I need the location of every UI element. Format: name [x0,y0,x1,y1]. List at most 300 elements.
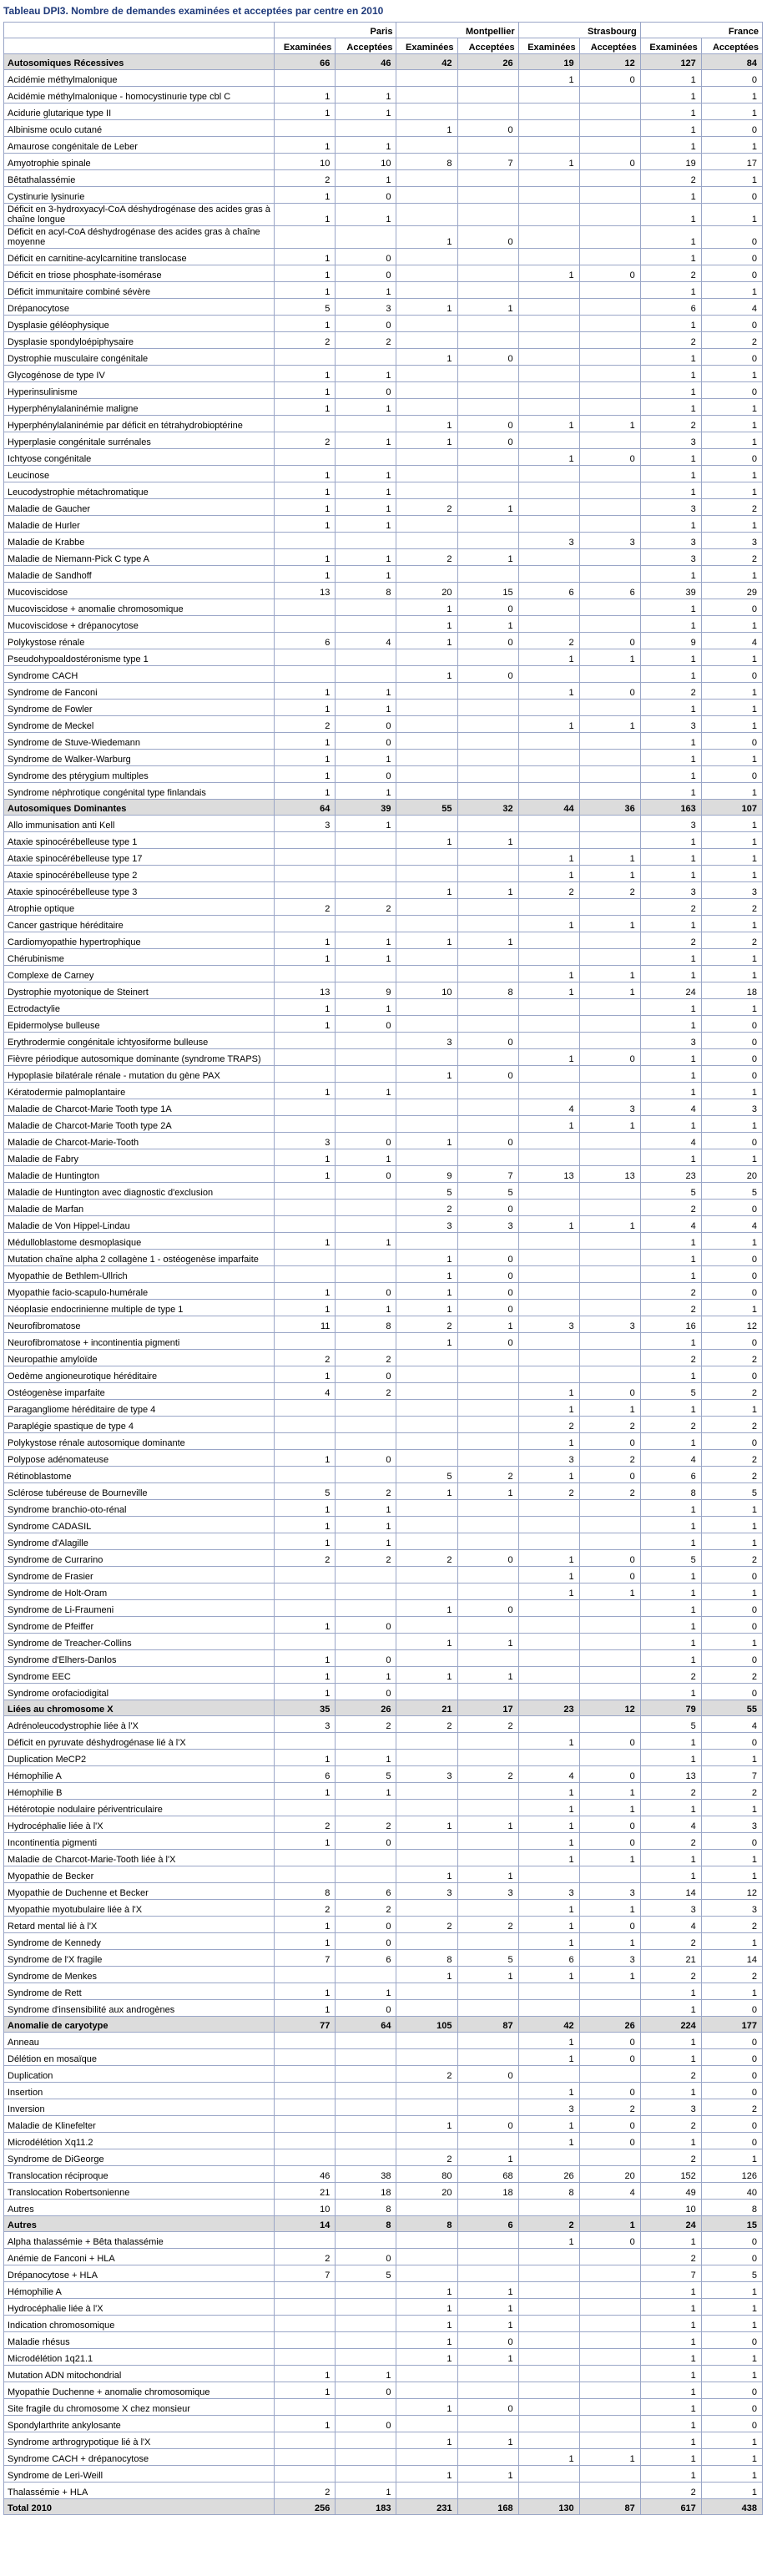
cell-acceptees: 1 [336,366,396,382]
cell-acceptees: 0 [457,2116,518,2133]
cell-examinees: 80 [396,2166,457,2183]
row-label: Fièvre périodique autosomique dominante (syndrome TRAPS) [4,1049,275,1066]
cell-acceptees [336,649,396,666]
table-row [4,1333,763,1350]
cell-acceptees [336,1433,396,1450]
cell-acceptees [579,2416,640,2432]
row-label: Dystrophie musculaire congénitale [4,349,275,366]
cell-examinees [275,1266,336,1283]
cell-acceptees: 1 [336,949,396,966]
cell-acceptees: 0 [457,1266,518,1283]
row-label: Dysplasie géléophysique [4,316,275,332]
cell-examinees: 2 [396,499,457,516]
cell-examinees: 2 [396,1200,457,1216]
cell-acceptees: 0 [457,1283,518,1300]
cell-examinees: 6 [275,1766,336,1783]
cell-examinees: 1 [396,666,457,683]
header-examinees: Examinées [518,38,579,54]
section-row [4,54,763,70]
row-label: Hydrocéphalie liée à l'X [4,2299,275,2316]
cell-acceptees: 2 [701,1467,762,1483]
row-label: Hydrocéphalie liée à l'X [4,1816,275,1833]
cell-acceptees: 0 [701,70,762,87]
cell-acceptees: 5 [701,2265,762,2282]
cell-acceptees [457,1583,518,1600]
cell-examinees: 1 [275,187,336,204]
cell-acceptees [579,2366,640,2382]
cell-examinees [518,1617,579,1634]
cell-examinees: 42 [396,54,457,70]
table-row [4,1450,763,1467]
table-row [4,482,763,499]
cell-acceptees: 2 [579,1417,640,1433]
cell-acceptees: 1 [701,170,762,187]
cell-examinees: 1 [640,966,701,982]
cell-acceptees: 0 [457,120,518,137]
table-row [4,1266,763,1283]
table-row [4,265,763,282]
cell-examinees [275,1033,336,1049]
row-label: Epidermolyse bulleuse [4,1016,275,1033]
cell-examinees [518,2483,579,2499]
cell-examinees: 2 [518,1483,579,1500]
cell-acceptees [457,1684,518,1700]
row-label: Syndrome de Menkes [4,1967,275,1983]
row-label: Hypoplasie bilatérale rénale - mutation du gène PAX [4,1066,275,1083]
cell-acceptees: 0 [457,1133,518,1149]
table-row [4,2466,763,2483]
cell-examinees: 1 [640,2382,701,2399]
cell-acceptees: 0 [701,1567,762,1583]
cell-acceptees: 1 [336,516,396,533]
cell-examinees [275,1417,336,1433]
cell-acceptees: 1 [701,700,762,716]
cell-examinees [275,2466,336,2483]
cell-acceptees: 2 [336,1716,396,1733]
cell-examinees [275,1116,336,1133]
cell-examinees: 1 [518,1967,579,1983]
cell-acceptees: 0 [579,1766,640,1783]
row-label: Translocation Robertsonienne [4,2183,275,2200]
row-label: Amyotrophie spinale [4,154,275,170]
cell-acceptees [457,533,518,549]
row-label: Syndrome arthrogrypotique lié à l'X [4,2432,275,2449]
cell-acceptees: 177 [701,2017,762,2033]
cell-acceptees: 40 [701,2183,762,2200]
cell-acceptees [579,1083,640,1099]
row-label: Anneau [4,2033,275,2049]
cell-examinees [518,666,579,683]
cell-acceptees: 2 [336,1816,396,1833]
cell-acceptees [457,449,518,466]
cell-examinees: 42 [518,2017,579,2033]
cell-acceptees: 0 [701,2382,762,2399]
cell-examinees [518,299,579,316]
cell-acceptees: 1 [336,466,396,482]
cell-acceptees: 4 [701,1216,762,1233]
cell-acceptees: 17 [457,1700,518,1716]
row-label: Maladie de Hurler [4,516,275,533]
row-label: Déficit en triose phosphate-isomérase [4,265,275,282]
table-row [4,2299,763,2316]
row-label: Hétérotopie nodulaire périventriculaire [4,1800,275,1816]
cell-examinees: 3 [518,2099,579,2116]
cell-acceptees: 0 [457,416,518,432]
cell-acceptees [457,1116,518,1133]
cell-acceptees: 1 [457,2282,518,2299]
cell-acceptees: 1 [336,432,396,449]
cell-acceptees [579,1283,640,1300]
cell-acceptees: 0 [701,2033,762,2049]
row-label: Syndrome de Pfeiffer [4,1617,275,1634]
cell-examinees: 1 [640,849,701,866]
cell-acceptees: 1 [701,1800,762,1816]
cell-examinees: 4 [275,1383,336,1400]
cell-acceptees [457,2366,518,2382]
cell-examinees [518,399,579,416]
cell-acceptees: 2 [336,1550,396,1567]
cell-acceptees [579,499,640,516]
cell-examinees: 1 [275,1166,336,1183]
cell-examinees [396,187,457,204]
table-row [4,1350,763,1366]
cell-acceptees: 1 [457,832,518,849]
table-row [4,2183,763,2200]
cell-examinees: 2 [275,432,336,449]
cell-examinees [396,1833,457,1850]
cell-examinees: 1 [518,1733,579,1750]
cell-acceptees: 29 [701,583,762,599]
cell-examinees [518,1066,579,1083]
cell-examinees [396,733,457,750]
row-label: Thalassémie + HLA [4,2483,275,2499]
table-row [4,187,763,204]
table-row [4,1716,763,1733]
cell-examinees: 20 [396,2183,457,2200]
row-label: Maladie de Gaucher [4,499,275,516]
row-label: Inversion [4,2099,275,2116]
cell-examinees [518,1083,579,1099]
row-label: Myopathie Duchenne + anomalie chromosomique [4,2382,275,2399]
row-label: Adrénoleucodystrophie liée à l'X [4,1716,275,1733]
cell-acceptees: 2 [457,1467,518,1483]
table-row [4,2049,763,2066]
cell-examinees [518,1750,579,1766]
cell-acceptees: 0 [579,1816,640,1833]
cell-acceptees: 2 [701,549,762,566]
cell-acceptees: 14 [701,1950,762,1967]
cell-acceptees [457,1900,518,1917]
cell-acceptees [457,1850,518,1866]
cell-acceptees [579,599,640,616]
cell-examinees: 14 [275,2216,336,2232]
cell-examinees: 2 [640,2116,701,2133]
cell-acceptees: 2 [701,1783,762,1800]
cell-acceptees [579,104,640,120]
cell-examinees: 127 [640,54,701,70]
cell-examinees: 5 [640,1183,701,1200]
cell-examinees: 1 [640,2316,701,2332]
table-row [4,916,763,932]
table-row [4,1366,763,1383]
row-label: Dysplasie spondyloépiphysaire [4,332,275,349]
cell-examinees: 1 [275,265,336,282]
cell-acceptees [336,2349,396,2366]
cell-examinees [396,1684,457,1700]
cell-examinees: 1 [275,466,336,482]
cell-examinees: 1 [640,949,701,966]
cell-acceptees: 0 [336,716,396,733]
cell-examinees: 1 [275,2382,336,2399]
cell-examinees: 2 [396,549,457,566]
cell-examinees [275,1800,336,1816]
cell-examinees [396,1783,457,1800]
cell-acceptees: 0 [701,1033,762,1049]
row-label: Myopathie myotubulaire liée à l'X [4,1900,275,1917]
cell-examinees: 2 [396,1550,457,1567]
cell-examinees: 1 [518,982,579,999]
cell-acceptees: 0 [701,2116,762,2133]
cell-acceptees [336,349,396,366]
cell-acceptees: 0 [701,2399,762,2416]
row-label: Acidémie méthylmalonique [4,70,275,87]
cell-acceptees [579,2299,640,2316]
cell-acceptees: 1 [457,2466,518,2483]
cell-examinees: 1 [640,2232,701,2249]
cell-acceptees [336,882,396,899]
cell-examinees: 1 [640,120,701,137]
cell-examinees [275,2232,336,2249]
cell-examinees: 4 [518,1099,579,1116]
row-label: Hyperphénylalaninémie maligne [4,399,275,416]
table-row [4,2133,763,2149]
cell-acceptees: 0 [701,1016,762,1033]
cell-acceptees: 0 [579,265,640,282]
cell-examinees: 1 [396,1333,457,1350]
cell-examinees: 1 [275,1533,336,1550]
row-label: Maladie de Sandhoff [4,566,275,583]
cell-examinees: 1 [275,104,336,120]
row-label: Hyperplasie congénitale surrénales [4,432,275,449]
cell-examinees: 1 [640,2399,701,2416]
cell-acceptees: 0 [457,1250,518,1266]
cell-acceptees: 0 [701,666,762,683]
cell-acceptees: 26 [336,1700,396,1716]
cell-acceptees: 15 [457,583,518,599]
cell-acceptees: 3 [579,1099,640,1116]
cell-acceptees [579,666,640,683]
cell-examinees: 1 [518,683,579,700]
row-label: Insertion [4,2083,275,2099]
cell-acceptees: 1 [701,416,762,432]
cell-examinees: 4 [640,1133,701,1149]
row-label: Translocation réciproque [4,2166,275,2183]
row-label: Syndrome de Treacher-Collins [4,1634,275,1650]
cell-examinees: 3 [640,533,701,549]
cell-examinees: 1 [396,932,457,949]
cell-examinees [518,1866,579,1883]
row-label: Hémophilie A [4,2282,275,2299]
cell-acceptees [579,899,640,916]
cell-acceptees [457,187,518,204]
cell-examinees: 4 [640,1450,701,1467]
cell-acceptees [457,966,518,982]
cell-examinees [518,1517,579,1533]
cell-acceptees: 6 [336,1883,396,1900]
cell-acceptees [336,1733,396,1750]
cell-acceptees: 0 [701,1684,762,1700]
cell-acceptees: 438 [701,2499,762,2515]
table-row [4,2399,763,2416]
cell-acceptees [579,382,640,399]
cell-examinees: 1 [640,1233,701,1250]
cell-examinees: 2 [396,1316,457,1333]
cell-acceptees [579,137,640,154]
table-row [4,2000,763,2017]
cell-examinees [275,1433,336,1450]
table-row [4,2116,763,2133]
table-row [4,1417,763,1433]
table-row [4,1049,763,1066]
cell-acceptees: 64 [336,2017,396,2033]
cell-acceptees: 46 [336,54,396,70]
table-row [4,1883,763,1900]
cell-examinees: 1 [518,265,579,282]
cell-examinees: 1 [640,1433,701,1450]
section-row [4,2216,763,2232]
cell-examinees [275,533,336,549]
cell-acceptees: 2 [579,882,640,899]
cell-examinees: 1 [640,2033,701,2049]
cell-examinees [275,2432,336,2449]
cell-examinees: 5 [275,1483,336,1500]
cell-examinees [518,766,579,783]
cell-examinees: 3 [640,882,701,899]
cell-acceptees [336,1400,396,1417]
cell-examinees [396,1083,457,1099]
cell-acceptees: 168 [457,2499,518,2515]
cell-acceptees [336,1634,396,1650]
cell-examinees: 1 [640,349,701,366]
cell-acceptees: 1 [336,1783,396,1800]
cell-acceptees [336,616,396,633]
cell-examinees [396,700,457,716]
cell-examinees: 3 [396,1216,457,1233]
cell-acceptees [336,1216,396,1233]
cell-acceptees [579,187,640,204]
row-label: Leucodystrophie métachromatique [4,482,275,499]
cell-acceptees [457,204,518,226]
cell-acceptees: 1 [701,816,762,832]
cell-acceptees [579,204,640,226]
table-row [4,1283,763,1300]
cell-examinees [275,2399,336,2416]
cell-acceptees [457,1417,518,1433]
cell-examinees: 1 [275,1933,336,1950]
cell-acceptees: 1 [457,1866,518,1883]
row-label: Hyperphénylalaninémie par déficit en tétrahydrobioptérine [4,416,275,432]
cell-acceptees: 3 [701,1900,762,1917]
cell-acceptees: 1 [701,282,762,299]
table-row [4,2033,763,2049]
cell-examinees: 13 [275,982,336,999]
cell-acceptees: 2 [701,1967,762,1983]
cell-examinees: 44 [518,800,579,816]
row-label: Déficit en pyruvate déshydrogénase lié à l'X [4,1733,275,1750]
cell-acceptees: 0 [457,1333,518,1350]
cell-examinees [275,2332,336,2349]
cell-acceptees [336,1417,396,1433]
cell-acceptees: 36 [579,800,640,816]
cell-examinees: 1 [396,1066,457,1083]
cell-acceptees: 0 [336,2000,396,2017]
row-label: Médulloblastome desmoplasique [4,1233,275,1250]
cell-examinees: 13 [518,1166,579,1183]
cell-examinees: 1 [640,482,701,499]
row-label: Syndrome de l'X fragile [4,1950,275,1967]
cell-examinees: 3 [396,1766,457,1783]
cell-acceptees: 1 [336,1667,396,1684]
cell-examinees [518,1366,579,1383]
cell-examinees: 1 [640,783,701,800]
row-label: Syndrome d'Elhers-Danlos [4,1650,275,1667]
cell-examinees: 1 [640,204,701,226]
cell-examinees: 2 [640,1417,701,1433]
cell-acceptees: 0 [701,1833,762,1850]
cell-examinees: 1 [640,750,701,766]
cell-acceptees: 1 [336,137,396,154]
cell-examinees [396,683,457,700]
row-label: Duplication MeCP2 [4,1750,275,1766]
cell-acceptees [457,566,518,583]
table-row [4,1583,763,1600]
cell-examinees: 1 [396,2466,457,2483]
cell-examinees: 3 [640,499,701,516]
cell-examinees: 2 [640,170,701,187]
cell-examinees [396,1983,457,2000]
cell-examinees: 1 [640,700,701,716]
cell-acceptees: 4 [336,633,396,649]
row-label: Drépanocytose + HLA [4,2265,275,2282]
table-row [4,2366,763,2382]
cell-examinees [396,766,457,783]
cell-examinees: 1 [640,1750,701,1766]
cell-examinees: 3 [518,1450,579,1467]
cell-examinees: 1 [640,1850,701,1866]
cell-examinees [518,170,579,187]
cell-examinees: 2 [275,1350,336,1366]
cell-examinees [396,70,457,87]
cell-examinees [396,1733,457,1750]
cell-examinees: 23 [518,1700,579,1716]
cell-acceptees: 8 [701,2200,762,2216]
cell-acceptees: 17 [701,154,762,170]
cell-examinees [396,282,457,299]
cell-examinees [518,466,579,482]
cell-acceptees: 1 [457,2432,518,2449]
cell-examinees: 1 [640,1567,701,1583]
cell-acceptees: 0 [701,1650,762,1667]
table-row [4,432,763,449]
cell-acceptees [457,733,518,750]
cell-acceptees: 0 [457,1600,518,1617]
cell-examinees: 1 [396,2116,457,2133]
cell-acceptees [457,700,518,716]
cell-examinees [275,599,336,616]
cell-examinees [396,1383,457,1400]
cell-acceptees [336,1800,396,1816]
cell-acceptees: 1 [457,1634,518,1650]
